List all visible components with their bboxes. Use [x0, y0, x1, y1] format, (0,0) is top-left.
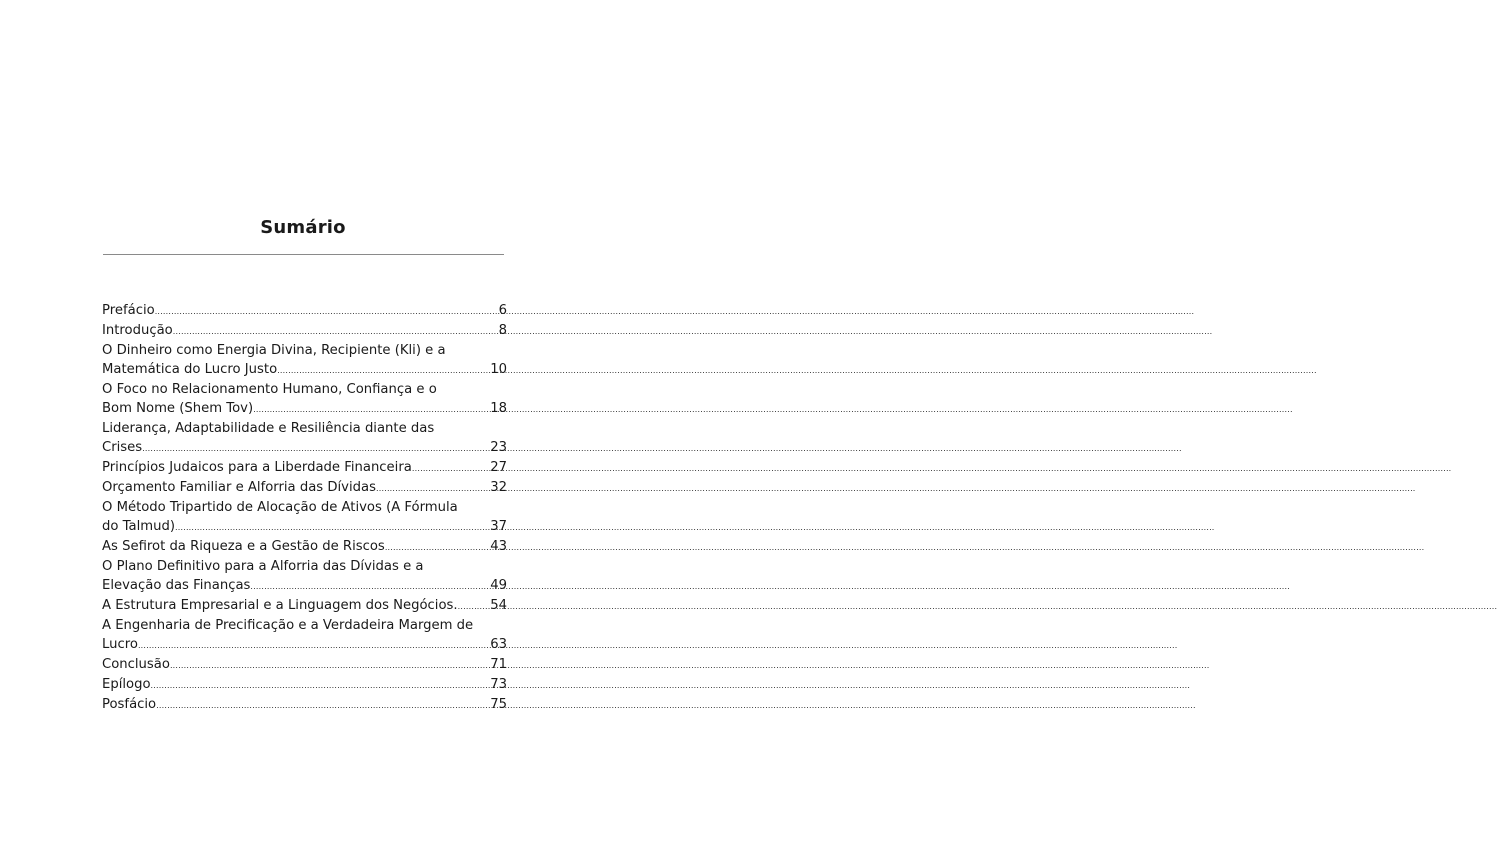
toc-entry-title: Bom Nome (Shem Tov) [102, 401, 254, 416]
toc-entry[interactable] [102, 478, 507, 498]
toc-page-number: 18 [490, 401, 507, 416]
dot-leader [151, 676, 490, 695]
toc-entry-line [102, 517, 507, 537]
toc-entry-title-line: A Engenharia de Precificação e a Verdadeira Margem de [102, 618, 474, 633]
toc-entry-line [102, 321, 507, 341]
dot-leader [253, 400, 489, 419]
toc-entry[interactable] [102, 616, 507, 655]
toc-entry-title-line: O Método Tripartido de Alocação de Ativos (A Fórmula [102, 500, 458, 515]
toc-entry-line [102, 695, 507, 715]
toc-entry-title: Epílogo [102, 677, 151, 692]
toc-entry[interactable] [102, 341, 507, 380]
dot-leader [142, 439, 489, 458]
toc-entry-line [102, 399, 507, 419]
dot-leader [412, 459, 489, 478]
toc-entry-line [102, 301, 507, 321]
page [0, 0, 606, 852]
table-of-contents [102, 301, 507, 715]
toc-entry-title: Princípios Judaicos para a Liberdade Financeira [102, 460, 412, 475]
toc-entry-title-line: Liderança, Adaptabilidade e Resiliência diante das [102, 421, 435, 436]
toc-entry[interactable] [102, 380, 507, 419]
toc-entry-title: A Estrutura Empresarial e a Linguagem dos Negócios. [102, 598, 458, 613]
toc-page-number: 43 [490, 539, 507, 554]
toc-entry-line [102, 537, 507, 557]
toc-entry-title: Crises [102, 440, 143, 455]
toc-entry[interactable] [102, 321, 507, 341]
toc-entry-title: Elevação das Finanças [102, 578, 251, 593]
dot-leader [385, 538, 489, 557]
toc-entry-title: Posfácio [102, 697, 157, 712]
dot-leader [277, 361, 489, 380]
toc-page-number: 6 [498, 303, 507, 318]
toc-entry[interactable] [102, 655, 507, 675]
toc-page-number: 73 [490, 677, 507, 692]
toc-entry-title: do Talmud) [102, 519, 175, 534]
dot-leader [458, 597, 490, 616]
toc-page-number: 32 [490, 480, 507, 495]
toc-page-number: 27 [490, 460, 507, 475]
toc-page-number: 37 [490, 519, 507, 534]
toc-entry-line [102, 675, 507, 695]
toc-page-number: 63 [490, 637, 507, 652]
toc-entry-line [102, 360, 507, 380]
toc-entry-title: Orçamento Familiar e Alforria das Dívidas [102, 480, 376, 495]
toc-entry-title: Lucro [102, 637, 138, 652]
dot-leader [155, 302, 498, 321]
toc-entry-line [102, 458, 507, 478]
toc-entry[interactable] [102, 301, 507, 321]
dot-leader [376, 479, 489, 498]
toc-entry-title: As Sefirot da Riqueza e a Gestão de Riscos [102, 539, 385, 554]
toc-entry-title: Prefácio [102, 303, 155, 318]
toc-entry-line [102, 478, 507, 498]
toc-entry-line [102, 655, 507, 675]
toc-entry-line [102, 576, 507, 596]
toc-page-number: 10 [490, 362, 507, 377]
toc-entry[interactable] [102, 695, 507, 715]
title-divider [103, 254, 504, 255]
dot-leader [170, 656, 489, 675]
toc-entry[interactable] [102, 557, 507, 596]
page-title: Sumário [260, 217, 346, 238]
toc-entry-title: Conclusão [102, 657, 170, 672]
toc-page-number: 75 [490, 697, 507, 712]
toc-entry-line [102, 438, 507, 458]
toc-entry[interactable] [102, 458, 507, 478]
toc-entry[interactable] [102, 537, 507, 557]
dot-leader [156, 696, 489, 715]
toc-page-number: 71 [490, 657, 507, 672]
toc-entry-title-line: O Foco no Relacionamento Humano, Confiança e o [102, 382, 437, 397]
dot-leader [175, 518, 489, 537]
toc-page-number: 49 [490, 578, 507, 593]
toc-entry-title-line: O Plano Definitivo para a Alforria das Dívidas e a [102, 559, 424, 574]
toc-page-number: 54 [490, 598, 507, 613]
toc-entry[interactable] [102, 596, 507, 616]
toc-entry-line [102, 635, 507, 655]
toc-entry[interactable] [102, 498, 507, 537]
toc-entry-title: Matemática do Lucro Justo [102, 362, 278, 377]
toc-entry-title: Introdução [102, 323, 173, 338]
toc-entry-title-line: O Dinheiro como Energia Divina, Recipiente (Kli) e a [102, 343, 446, 358]
toc-entry[interactable] [102, 675, 507, 695]
dot-leader [173, 322, 498, 341]
toc-page-number: 8 [498, 323, 507, 338]
toc-entry[interactable] [102, 419, 507, 458]
dot-leader [138, 636, 489, 655]
dot-leader [250, 577, 489, 596]
toc-page-number: 23 [490, 440, 507, 455]
toc-entry-line [102, 596, 507, 616]
